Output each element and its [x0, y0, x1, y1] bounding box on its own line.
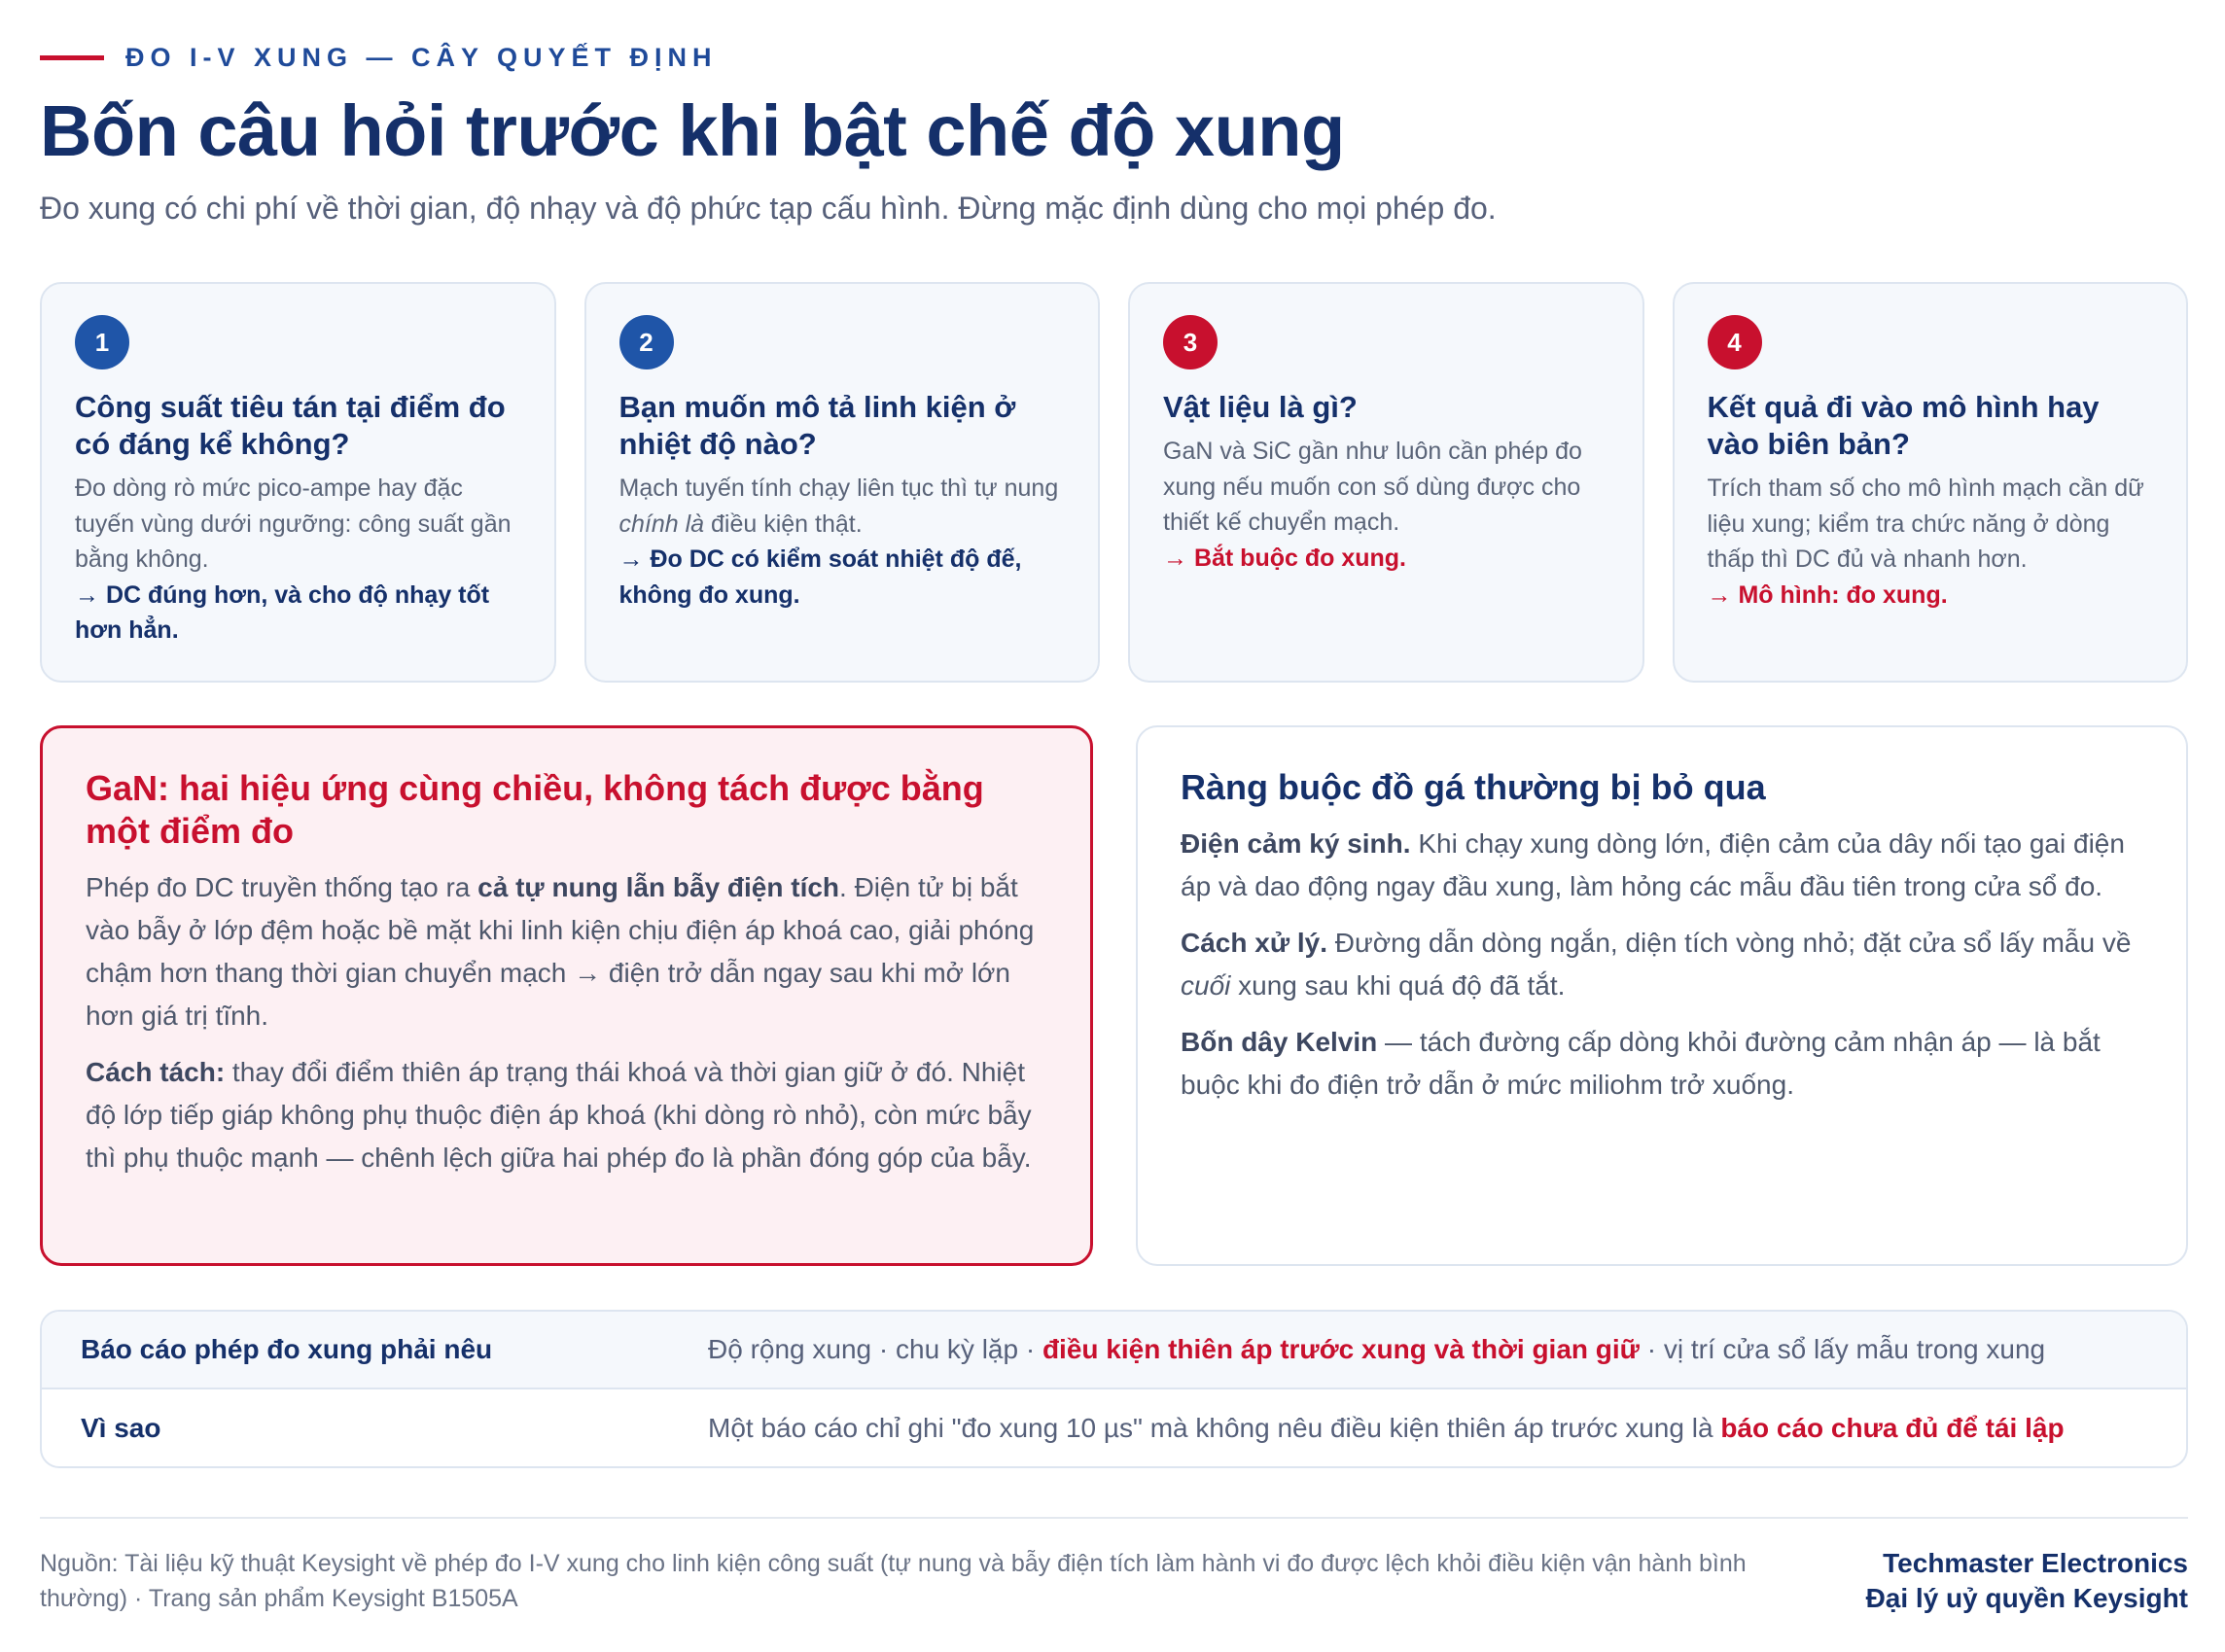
gan-panel-paragraph: Cách tách: thay đổi điểm thiên áp trạng thái khoá và thời gian giữ ở đó. Nhiệt độ lớp tiếp giáp không phụ thuộc điện áp khoá (khi dòng rò nhỏ), còn mức bẫy thì phụ thuộc mạnh — chênh lệch giữa hai phép đo là phần đóng góp của bẫy.	[86, 1057, 1032, 1173]
card-body: GaN và SiC gần như luôn cần phép đo xung nếu muốn con số dùng được cho thiết kế chuyển mạch.	[1163, 438, 1582, 536]
fixture-constraints-panel	[1136, 725, 2188, 1266]
card-question: Vật liệu là gì?	[1163, 390, 1358, 424]
source-note: Nguồn: Tài liệu kỹ thuật Keysight về phép đo I-V xung cho linh kiện công suất (tự nung và bẫy điện tích làm hành vi đo được lệch khỏi điều kiện vận hành bình thường) · Trang sản phẩm Keysight B1505A	[40, 1550, 1747, 1612]
page-title: Bốn câu hỏi trước khi bật chế độ xung	[40, 90, 1345, 171]
question-card-2	[584, 282, 1101, 683]
fixture-panel-paragraph: Điện cảm ký sinh. Khi chạy xung dòng lớn, điện cảm của dây nối tạo gai điện áp và dao động ngay đầu xung, làm hỏng các mẫu đầu tiên trong cửa sổ đo.	[1181, 828, 2125, 901]
card-recommendation: → DC đúng hơn, và cho độ nhạy tốt hơn hẳn.	[75, 580, 490, 644]
eyebrow-text: ĐO I-V XUNG — CÂY QUYẾT ĐỊNH	[125, 43, 718, 72]
step-number-badge: 3	[1163, 315, 1218, 369]
question-card-1	[40, 282, 556, 683]
step-number-badge: 4	[1708, 315, 1762, 369]
question-card-3	[1128, 282, 1644, 683]
fixture-panel-title: Ràng buộc đồ gá thường bị bỏ qua	[1181, 767, 1766, 807]
brand-block	[1866, 1546, 2188, 1616]
gan-panel-title: GaN: hai hiệu ứng cùng chiều, không tách được bằng một điểm đo	[86, 768, 984, 851]
fixture-panel-paragraph: Cách xử lý. Đường dẫn dòng ngắn, diện tích vòng nhỏ; đặt cửa sổ lấy mẫu về cuối xung sau khi quá độ đã tắt.	[1181, 928, 2132, 1001]
fixture-panel-paragraph: Bốn dây Kelvin — tách đường cấp dòng khỏi đường cảm nhận áp — là bắt buộc khi đo điện trở dẫn ở mức miliohm trở xuống.	[1181, 1027, 2101, 1100]
table-row-value: Một báo cáo chỉ ghi "đo xung 10 µs" mà không nêu điều kiện thiên áp trước xung là báo cáo chưa đủ để tái lập	[708, 1413, 2065, 1443]
card-body: Mạch tuyến tính chạy liên tục thì tự nung chính là điều kiện thật.	[618, 475, 1059, 538]
card-body: Đo dòng rò mức pico-ampe hay đặc tuyến vùng dưới ngưỡng: công suất gần bằng không.	[75, 475, 512, 573]
card-question: Công suất tiêu tán tại điểm đo có đáng kể không?	[75, 390, 506, 461]
report-requirements-table	[40, 1310, 2188, 1468]
table-row	[42, 1312, 2186, 1389]
gan-panel-paragraph: Phép đo DC truyền thống tạo ra cả tự nung lẫn bẫy điện tích. Điện tử bị bắt vào bẫy ở lớp đệm hoặc bề mặt khi linh kiện chịu điện áp khoá cao, giải phóng chậm hơn thang thời gian chuyển mạch → điện trở dẫn ngay sau khi mở lớn hơn giá trị tĩnh.	[86, 872, 1035, 1031]
table-row	[42, 1389, 2186, 1467]
card-body: Trích tham số cho mô hình mạch cần dữ liệu xung; kiểm tra chức năng ở dòng thấp thì DC đủ và nhanh hơn.	[1707, 475, 2144, 573]
brand-name: Techmaster Electronics	[1883, 1548, 2188, 1578]
question-card-4	[1673, 282, 2189, 683]
brand-tagline: Đại lý uỷ quyền Keysight	[1865, 1583, 2188, 1613]
card-recommendation: → Đo DC có kiểm soát nhiệt độ đế, không đo xung.	[618, 545, 1022, 609]
step-number-badge: 1	[75, 315, 129, 369]
table-row-label: Báo cáo phép đo xung phải nêu	[81, 1334, 493, 1364]
card-question: Bạn muốn mô tả linh kiện ở nhiệt độ nào?	[618, 390, 1016, 461]
table-row-label: Vì sao	[81, 1413, 161, 1443]
question-cards	[40, 282, 2188, 683]
eyebrow	[40, 43, 718, 73]
step-number-badge: 2	[619, 315, 674, 369]
page-subtitle: Đo xung có chi phí về thời gian, độ nhạy và độ phức tạp cấu hình. Đừng mặc định dùng cho mọi phép đo.	[40, 191, 1497, 226]
emphasis: chính là	[618, 510, 705, 538]
card-recommendation: → Mô hình: đo xung.	[1707, 580, 1948, 609]
gan-warning-panel	[40, 725, 1093, 1266]
eyebrow-accent-bar	[40, 55, 104, 60]
card-recommendation: → Bắt buộc đo xung.	[1163, 544, 1406, 572]
card-question: Kết quả đi vào mô hình hay vào biên bản?	[1707, 390, 2100, 461]
footer-divider	[40, 1517, 2188, 1519]
table-row-value: Độ rộng xung · chu kỳ lặp · điều kiện thiên áp trước xung và thời gian giữ · vị trí cửa sổ lấy mẫu trong xung	[708, 1334, 2046, 1364]
